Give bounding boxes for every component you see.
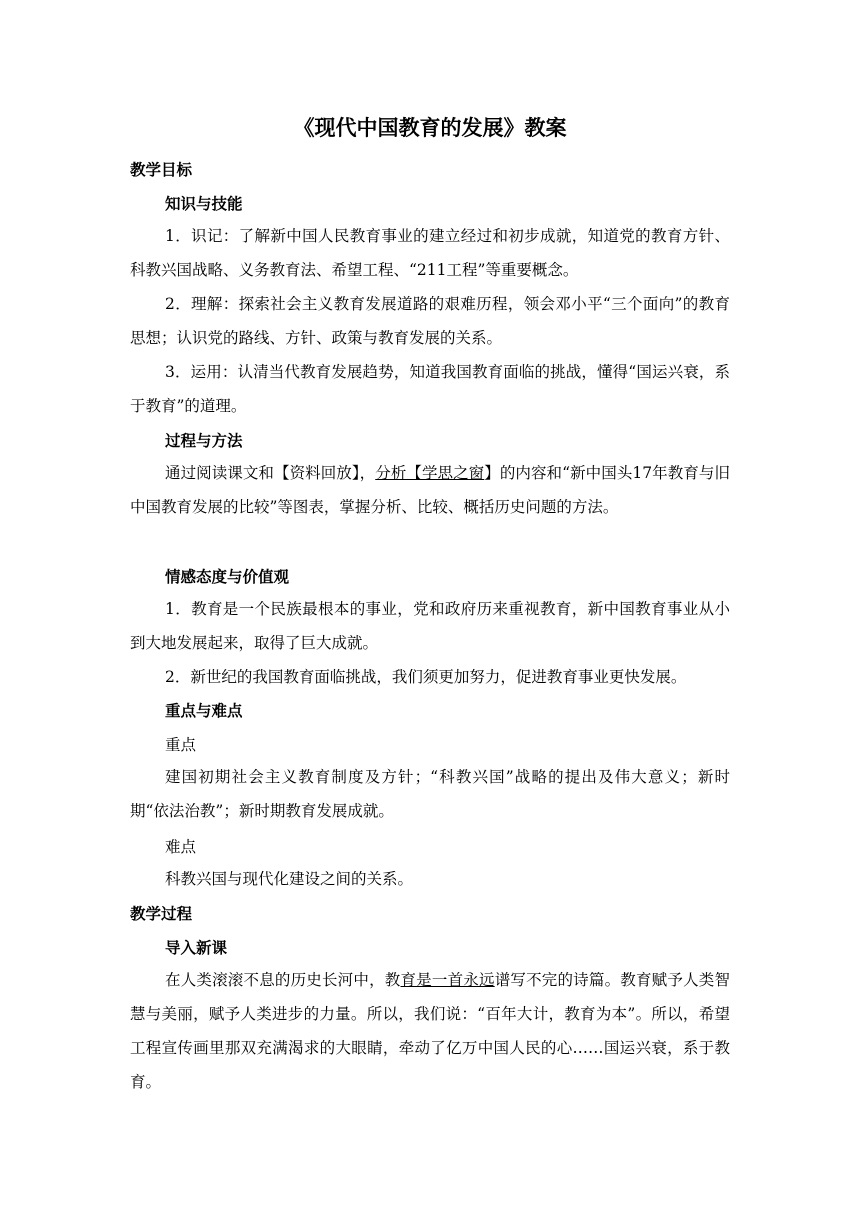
label-difficult-point: 难点 xyxy=(165,838,197,856)
paragraph-key-point: 建国初期社会主义教育制度及方针；“科教兴国”战略的提出及伟大意义；新时期“依法治教”；新时期教育发展成就。 xyxy=(130,768,730,820)
paragraph-emotion-1: 1．教育是一个民族最根本的事业，党和政府历来重视教育，新中国教育事业从小到大地发展起来，取得了巨大成就。 xyxy=(130,600,730,652)
heading-teaching-goals: 教学目标 xyxy=(130,161,193,179)
paragraph-process xyxy=(130,456,730,524)
heading-process-methods: 过程与方法 xyxy=(165,432,243,450)
paragraph-emotion-2: 2．新世纪的我国教育面临挑战，我们须更加努力，促进教育事业更快发展。 xyxy=(165,668,687,686)
heading-teaching-process: 教学过程 xyxy=(130,905,193,923)
heading-knowledge-skills: 知识与技能 xyxy=(165,195,243,213)
process-text-start: 通过阅读课文和【资料回放】， xyxy=(165,464,376,482)
intro-text-start: 在人类滚滚不息的历史长河中，教 xyxy=(165,971,401,989)
process-text-end: 】的内容和“新中国头17年教育与旧中国教育发展的比较”等图表，掌握分析、比较、概括历史问题的方法。 xyxy=(130,464,730,516)
heading-intro: 导入新课 xyxy=(165,939,228,957)
paragraph-difficult-point: 科教兴国与现代化建设之间的关系。 xyxy=(165,870,414,888)
intro-underlined-text: 育是一首永远 xyxy=(400,971,495,989)
intro-text-end: 谱写不完的诗篇。教育赋予人类智慧与美丽，赋予人类进步的力量。所以，我们说：“百年大计，教育为本”。所以，希望工程宣传画里那双充满渴求的大眼睛，牵动了亿万中国人民的心……国运兴衰，系于教育。 xyxy=(130,971,730,1091)
heading-key-difficult: 重点与难点 xyxy=(165,702,243,720)
process-underlined-text: 分析【学思之窗 xyxy=(375,464,485,482)
paragraph-knowledge-1: 1．识记：了解新中国人民教育事业的建立经过和初步成就，知道党的教育方针、科教兴国战略、义务教育法、希望工程、“211工程”等重要概念。 xyxy=(130,227,730,279)
heading-emotion-values: 情感态度与价值观 xyxy=(165,568,290,586)
document-title: 《现代中国教育的发展》教案 xyxy=(293,116,567,140)
paragraph-knowledge-3: 3．运用：认清当代教育发展趋势，知道我国教育面临的挑战，懂得“国运兴衰，系于教育”的道理。 xyxy=(130,363,730,415)
paragraph-intro xyxy=(130,963,730,1099)
paragraph-knowledge-2: 2．理解：探索社会主义教育发展道路的艰难历程，领会邓小平“三个面向”的教育思想；认识党的路线、方针、政策与教育发展的关系。 xyxy=(130,295,730,347)
label-key-point: 重点 xyxy=(165,736,197,754)
